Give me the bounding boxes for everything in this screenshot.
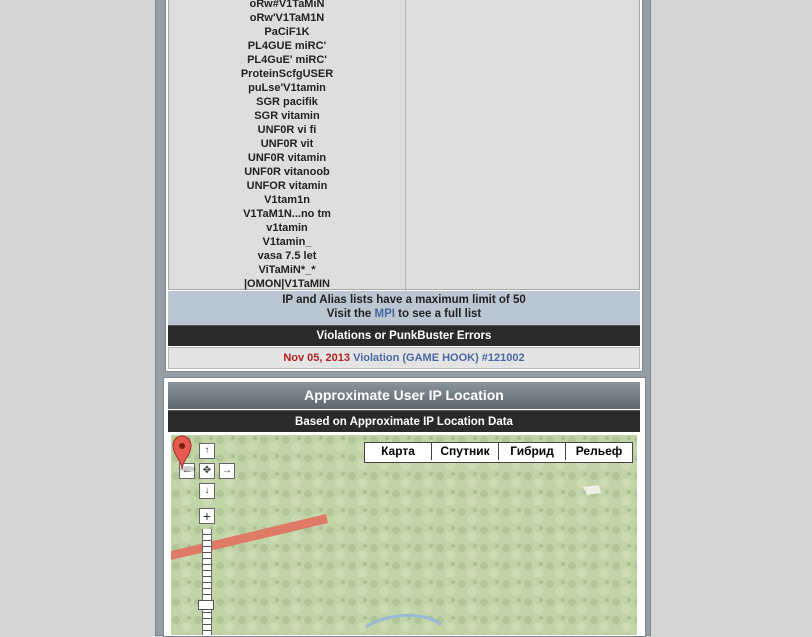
alias-item: UNF0R vi fi	[257, 124, 317, 136]
alias-item: oRw'V1TaM1N	[249, 12, 325, 24]
alias-item: vasa 7.5 let	[257, 250, 317, 262]
alias-item: ViTaMiN*_*	[258, 264, 316, 276]
zoom-in-button[interactable]: +	[199, 508, 215, 524]
center-icon[interactable]: ✥	[199, 463, 215, 479]
alias-list-box	[168, 0, 640, 290]
limit-suffix: to see a full list	[398, 308, 482, 320]
violations-header: Violations or PunkBuster Errors	[168, 325, 640, 346]
map-terrain	[171, 435, 637, 635]
map-view[interactable]	[171, 435, 637, 635]
map-type-selector	[364, 442, 633, 463]
zoom-slider-track[interactable]	[202, 529, 212, 635]
alias-item: SGR pacifik	[256, 96, 318, 108]
location-subtitle: Based on Approximate IP Location Data	[168, 410, 640, 432]
mpi-link[interactable]: MPI	[374, 308, 395, 320]
alias-item: PaCiF1K	[264, 26, 310, 38]
zoom-slider-handle[interactable]	[198, 600, 214, 610]
limit-notice-text: IP and Alias lists have a maximum limit of 50	[282, 294, 526, 306]
alias-item: |OMON|V1TaMIN	[243, 278, 330, 290]
violation-row	[168, 347, 640, 369]
arrow-down-icon[interactable]: ↓	[199, 483, 215, 499]
map-type-satellite[interactable]: Спутник	[432, 443, 499, 460]
alias-item: ProteinScfgUSER	[240, 68, 334, 80]
limit-prefix: Visit the	[326, 308, 372, 320]
alias-item: oRw#V1TaMiN	[249, 0, 325, 10]
alias-item: UNF0R vit	[260, 138, 314, 150]
violation-link[interactable]: Violation (GAME HOOK) #121002	[353, 352, 525, 364]
map-type-map[interactable]: Карта	[365, 443, 432, 460]
column-divider	[405, 0, 406, 291]
violation-date: Nov 05, 2013	[283, 352, 350, 364]
limit-notice-line2	[168, 308, 640, 320]
alias-item: UNFOR vitamin	[246, 180, 328, 192]
alias-item: puLse'V1tamin	[248, 82, 326, 94]
alias-item: V1tamin_	[262, 236, 312, 248]
alias-item: UNF0R vitanoob	[244, 166, 330, 178]
alias-item: V1tam1n	[264, 194, 310, 206]
location-title: Approximate User IP Location	[168, 382, 640, 409]
alias-item: v1tamin	[266, 222, 308, 234]
limit-notice	[168, 291, 640, 325]
alias-list	[169, 0, 405, 291]
alias-item: PL4GUE miRC'	[247, 40, 327, 52]
location-pin-icon[interactable]	[171, 435, 197, 475]
alias-item: UNF0R vitamin	[247, 152, 327, 164]
arrow-right-icon[interactable]: →	[219, 463, 235, 479]
arrow-up-icon[interactable]: ↑	[199, 443, 215, 459]
alias-item: V1TaM1N...no tm	[243, 208, 331, 220]
map-type-terrain[interactable]: Рельеф	[566, 443, 632, 460]
arrow-left-icon[interactable]: ←	[179, 463, 195, 479]
alias-item: PL4GuE' miRC'	[247, 54, 327, 66]
alias-item: SGR vitamin	[254, 110, 320, 122]
map-type-hybrid[interactable]: Гибрид	[499, 443, 566, 460]
